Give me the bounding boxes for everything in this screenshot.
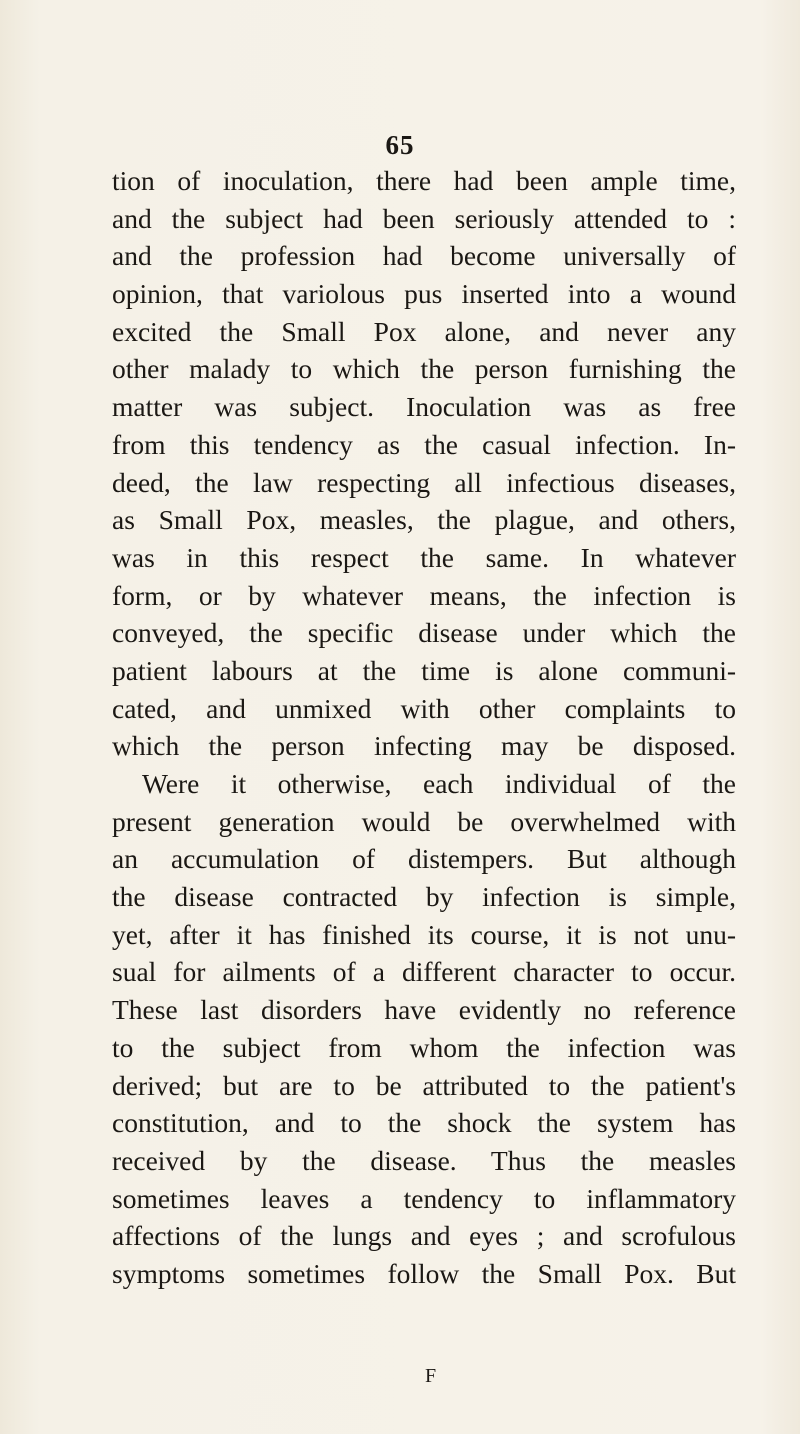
text-line: opinion, that variolous pus inserted into a wound — [112, 278, 736, 310]
text-line: constitution, and to the shock the system has — [112, 1107, 736, 1139]
text-line: These last disorders have evidently no reference — [112, 994, 736, 1026]
text-line: conveyed, the specific disease under which the — [112, 617, 736, 649]
text-line: as Small Pox, measles, the plague, and others, — [112, 504, 736, 536]
text-line: which the person infecting may be disposed. — [112, 730, 736, 762]
body-text — [112, 162, 736, 1293]
signature-mark: F — [425, 1365, 437, 1387]
text-line: and the profession had become universally of — [112, 240, 736, 272]
text-line: excited the Small Pox alone, and never any — [112, 315, 736, 347]
text-line: sometimes leaves a tendency to inflammatory — [112, 1182, 736, 1214]
text-line: the disease contracted by infection is simple, — [112, 881, 736, 913]
text-line: symptoms sometimes follow the Small Pox. But — [112, 1257, 736, 1289]
text-line: patient labours at the time is alone communi- — [112, 654, 736, 686]
text-line: from this tendency as the casual infection. In- — [112, 428, 736, 460]
text-line: affections of the lungs and eyes ; and scrofulous — [112, 1220, 736, 1252]
text-line: to the subject from whom the infection was — [112, 1031, 736, 1063]
text-line: present generation would be overwhelmed with — [112, 805, 736, 837]
text-line: matter was subject. Inoculation was as free — [112, 391, 736, 423]
text-line: yet, after it has finished its course, it is not unu- — [112, 918, 736, 950]
text-line: other malady to which the person furnishing the — [112, 353, 736, 385]
text-line: form, or by whatever means, the infection is — [112, 579, 736, 611]
text-line: deed, the law respecting all infectious diseases, — [112, 466, 736, 498]
text-line: sual for ailments of a different character to occur. — [112, 956, 736, 988]
text-line: was in this respect the same. In whatever — [112, 541, 736, 573]
text-line-paragraph-start: Were it otherwise, each individual of the — [142, 768, 736, 799]
text-line: cated, and unmixed with other complaints to — [112, 692, 736, 724]
text-line: received by the disease. Thus the measles — [112, 1144, 736, 1176]
page-number: 65 — [385, 130, 415, 160]
text-line: tion of inoculation, there had been ample time, — [112, 165, 736, 196]
text-line: derived; but are to be attributed to the patient's — [112, 1069, 736, 1101]
text-line: and the subject had been seriously attended to : — [112, 202, 736, 234]
text-line: an accumulation of distempers. But although — [112, 843, 736, 875]
